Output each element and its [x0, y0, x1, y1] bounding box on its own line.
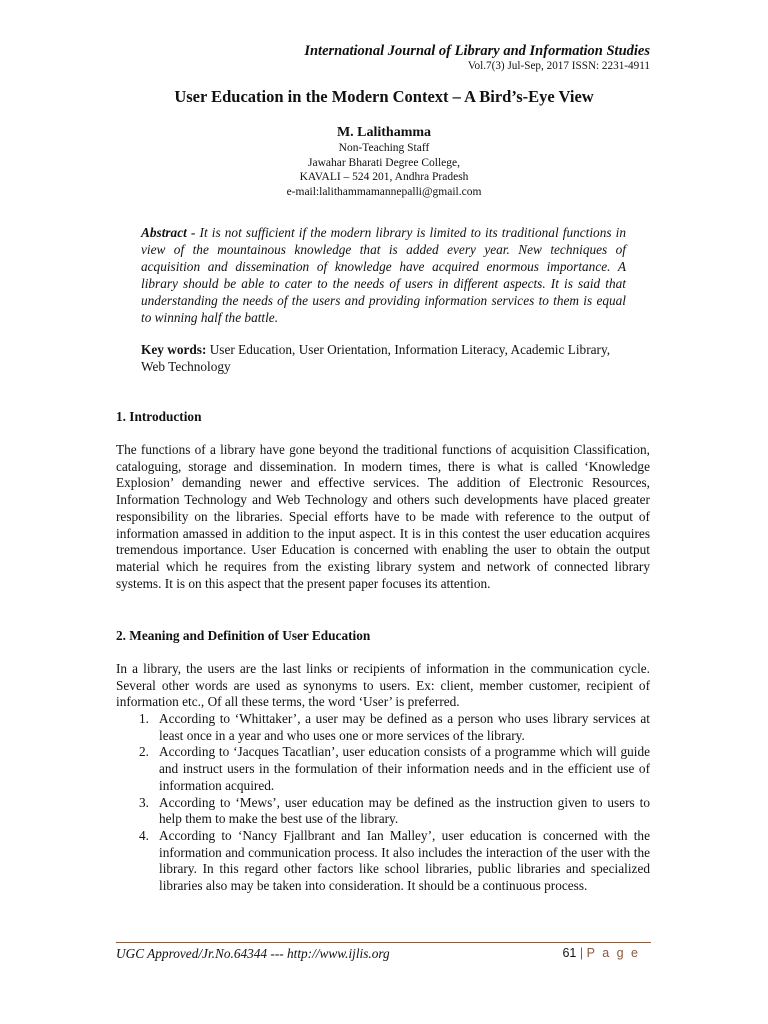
footer-citation: UGC Approved/Jr.No.64344 --- http://www.ijlis.org	[116, 946, 390, 961]
section-heading-introduction: 1. Introduction	[116, 409, 202, 424]
list-item-number: 3.	[139, 794, 149, 810]
affiliation-line: Non-Teaching Staff	[338, 142, 430, 154]
journal-volume-issn: Vol.7(3) Jul-Sep, 2017 ISSN: 2231-4911	[467, 60, 650, 72]
affiliation-line: KAVALI – 524 201, Andhra Pradesh	[299, 171, 469, 183]
list-item-text: According to ‘Jacques Tacatlian’, user education consists of a programme which will guide and instruct users in the formulation of their information needs and in the efficient use of information acquired.	[159, 744, 650, 793]
author-email: e-mail:lalithammamannepalli@gmail.com	[286, 185, 482, 198]
page-separator: |	[579, 946, 584, 960]
abstract-text: It is not sufficient if the modern library is limited to its traditional functions in view of the mountainous knowledge that is added every year. New techniques of acquisition and dissemination of knowledge have acquired enormous importance. A library should be able to cater to the needs of users in different aspects. It is said that understanding the needs of the users and providing information services to them is equal to winning half the battle.	[141, 225, 627, 325]
keywords	[141, 341, 626, 375]
keywords-label: Key words:	[141, 342, 207, 357]
footer-divider	[116, 942, 651, 943]
definition-list	[116, 711, 650, 895]
list-item-number: 2.	[139, 744, 149, 760]
definition-paragraph: In a library, the users are the last links or recipients of information in the communication cycle. Several other words are used as synonyms to users. Ex: client, member customer, recipient of information etc., Of all these terms, the word ‘User’ is preferred.	[116, 661, 650, 710]
list-item	[116, 744, 650, 794]
author-name: M. Lalithamma	[336, 125, 432, 140]
journal-title: International Journal of Library and Information Studies	[304, 43, 650, 59]
list-item	[116, 828, 650, 895]
introduction-paragraph: The functions of a library have gone beyond the traditional functions of acquisition Classification, cataloguing, storage and dissemination. In modern times, there is what is called ‘Knowledge Explosion’ demanding newer and effective services. The addition of Electronic Resources, Information Technology and Web Technology and others such developments have placed greater responsibility on the libraries. Special efforts have to be made with reference to the output of information amassed in addition to the input aspect. It is in this contest the user education acquires tremendous importance. User Education is concerned with enabling the user to obtain the output material which he requires from the existing library system and network of connected library systems. It is on this aspect that the present paper focuses its attention.	[116, 442, 650, 591]
abstract	[141, 224, 626, 326]
list-item	[116, 795, 650, 828]
page-number: 61	[562, 946, 577, 960]
list-item-text: According to ‘Mews’, user education may be defined as the instruction given to users to help them to make the best use of the library.	[159, 794, 650, 827]
author-block	[0, 124, 768, 199]
affiliation-line: Jawahar Bharati Degree College,	[308, 156, 460, 169]
abstract-label: Abstract -	[141, 225, 196, 240]
list-item-number: 4.	[139, 827, 149, 843]
paper-title: User Education in the Modern Context – A Bird’s-Eye View	[174, 87, 594, 106]
page-word: P a g e	[586, 946, 640, 960]
list-item-number: 1.	[139, 711, 149, 726]
footer-page-indicator	[562, 946, 640, 960]
section-heading-definition: 2. Meaning and Definition of User Education	[116, 628, 371, 643]
list-item-text: According to ‘Whittaker’, a user may be defined as a person who uses library services at least once in a year and who uses one or more services of the library.	[159, 711, 650, 743]
keywords-text: User Education, User Orientation, Information Literacy, Academic Library, Web Technology	[141, 342, 611, 374]
list-item	[116, 711, 650, 744]
list-item-text: According to ‘Nancy Fjallbrant and Ian Malley’, user education is concerned with the information and communication process. It also includes the interaction of the user with the library. In this regard other factors like school libraries, public libraries and specialized libraries also may be taken into consideration. It should be a continuous process.	[159, 827, 650, 894]
